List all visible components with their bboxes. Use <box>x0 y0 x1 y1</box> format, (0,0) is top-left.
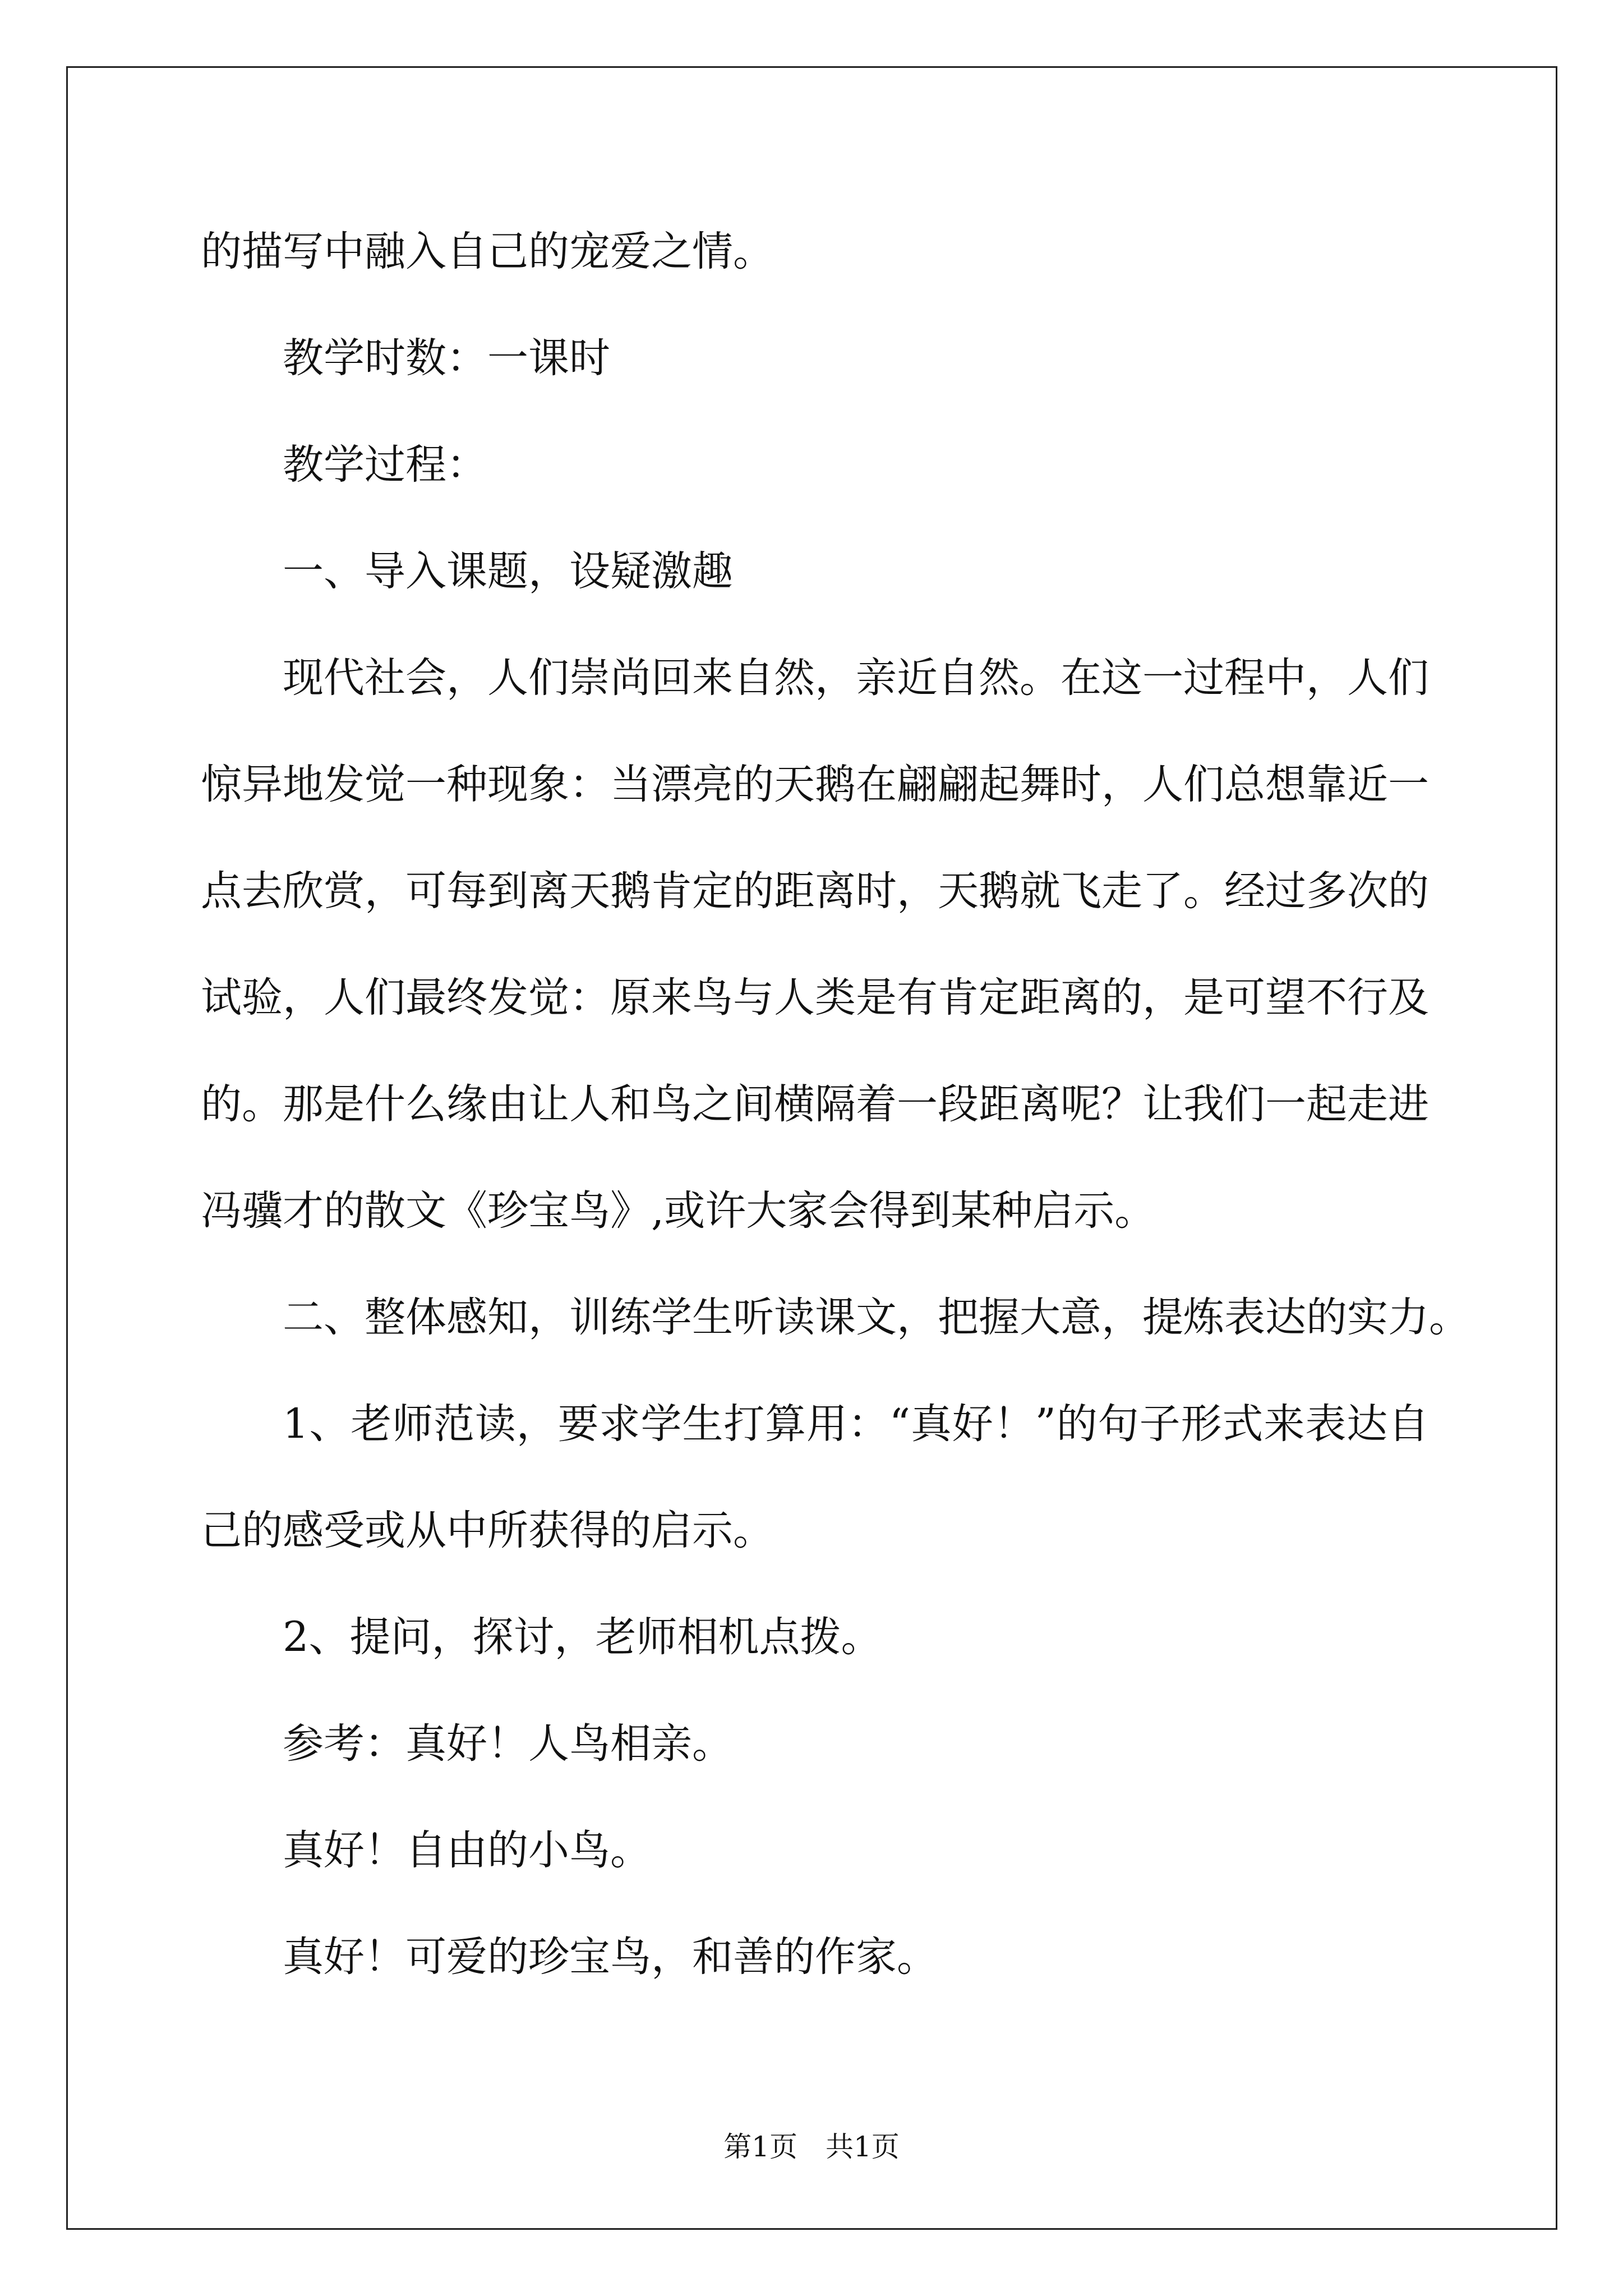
page-number-total: 共1页 <box>826 2131 900 2163</box>
paragraph-line: 冯骥才的散文《珍宝鸟》,或许大家会得到某种启示。 <box>201 1187 1156 1235</box>
paragraph-line: 己的感受或从中所获得的启示。 <box>201 1507 774 1554</box>
section-heading-intro: 一、导入课题，设疑激趣 <box>283 547 733 595</box>
paragraph-line: 的。那是什么缘由让人和鸟之间横隔着一段距离呢？让我们一起走进 <box>201 1080 1429 1128</box>
section-heading-overview: 二、整体感知，训练学生听读课文，把握大意，提炼表达的实力。 <box>283 1294 1470 1341</box>
example-line: 真好！自由的小鸟。 <box>283 1826 651 1874</box>
paragraph-line: 现代社会，人们崇尚回来自然，亲近自然。在这一过程中，人们 <box>283 654 1429 702</box>
paragraph-line: 试验，人们最终发觉：原来鸟与人类是有肯定距离的，是可望不行及 <box>201 974 1429 1022</box>
paragraph-line: 惊异地发觉一种现象：当漂亮的天鹅在翩翩起舞时，人们总想靠近一 <box>201 761 1429 808</box>
paragraph-line: 1、老师范读，要求学生打算用：“真好！”的句子形式来表达自 <box>283 1400 1429 1448</box>
paragraph-line: 的描写中融入自己的宠爱之情。 <box>201 228 774 275</box>
lesson-process-heading: 教学过程： <box>283 441 487 489</box>
page-number-current: 第1页 <box>723 2131 797 2163</box>
lesson-duration-line: 教学时数：一课时 <box>283 334 610 382</box>
paragraph-line: 2、提问，探讨，老师相机点拨。 <box>283 1613 882 1661</box>
example-line: 参考：真好！人鸟相亲。 <box>283 1720 733 1768</box>
paragraph-line: 点去欣赏，可每到离天鹅肯定的距离时，天鹅就飞走了。经过多次的 <box>201 867 1429 915</box>
page-footer <box>0 2127 1623 2166</box>
example-line: 真好！可爱的珍宝鸟，和善的作家。 <box>283 1933 938 1981</box>
document-body <box>201 199 1491 2010</box>
